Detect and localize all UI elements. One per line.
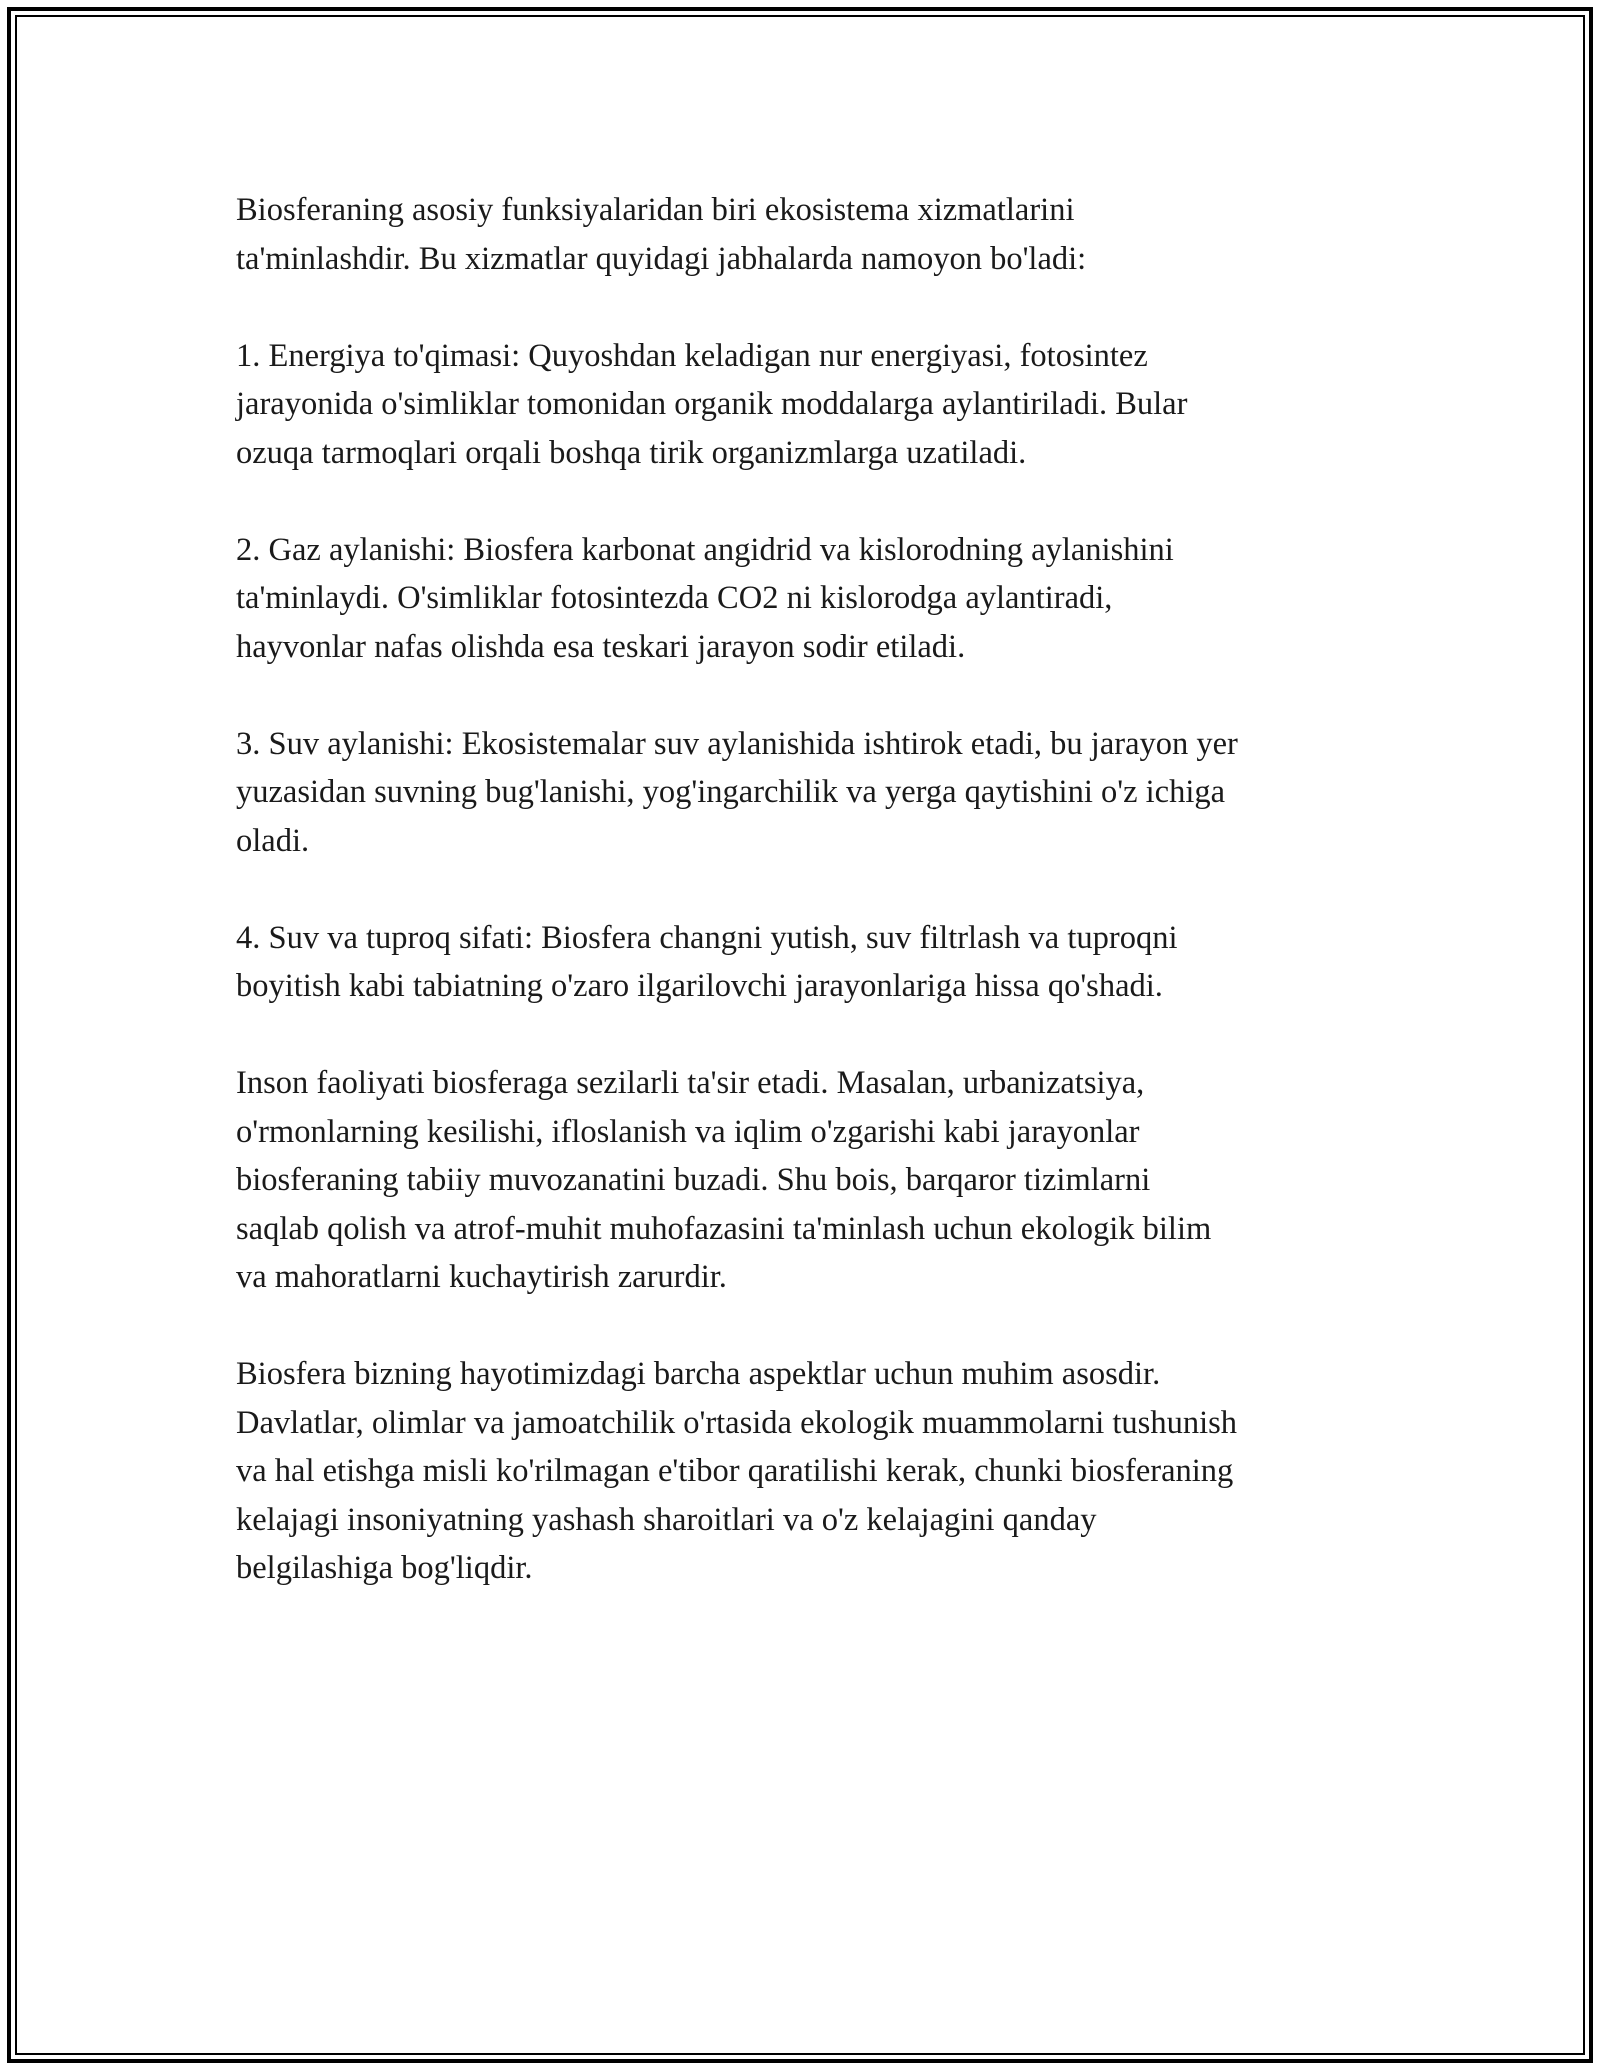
paragraph-conclusion <box>236 1350 1416 1593</box>
text-line: o'rmonlarning kesilishi, ifloslanish va iqlim o'zgarishi kabi jarayonlar <box>236 1113 1140 1150</box>
paragraph-intro <box>236 186 1416 283</box>
paragraph-human-impact <box>236 1059 1416 1302</box>
text-line: hayvonlar nafas olishda esa teskari jarayon sodir etiladi. <box>236 628 966 665</box>
text-line: yuzasidan suvning bug'lanishi, yog'ingarchilik va yerga qaytishini o'z ichiga <box>236 774 1226 810</box>
text-line: jarayonida o'simliklar tomonidan organik moddalarga aylantiriladi. Bular <box>236 386 1188 422</box>
paragraph-energy-flow <box>236 332 1416 478</box>
text-line: ozuqa tarmoqlari orqali boshqa tirik organizmlarga uzatiladi. <box>236 434 1027 471</box>
text-line: Biosfera bizning hayotimizdagi barcha aspektlar uchun muhim asosdir. <box>236 1356 1161 1392</box>
paragraph-water-cycle <box>236 720 1416 866</box>
text-line: oladi. <box>236 822 310 859</box>
text-line: 3. Suv aylanishi: Ekosistemalar suv aylanishida ishtirok etadi, bu jarayon yer <box>236 725 1238 762</box>
text-line: saqlab qolish va atrof-muhit muhofazasini ta'minlash uchun ekologik bilim <box>236 1210 1212 1247</box>
text-line: ta'minlaydi. O'simliklar fotosintezda CO2 ni kislorodga aylantiradi, <box>236 580 1113 616</box>
text-line: biosferaning tabiiy muvozanatini buzadi. Shu bois, barqaror tizimlarni <box>236 1162 1151 1198</box>
text-line: Davlatlar, olimlar va jamoatchilik o'rtasida ekologik muammolarni tushunish <box>236 1404 1237 1441</box>
text-line: kelajagi insoniyatning yashash sharoitlari va o'z kelajagini qanday <box>236 1501 1097 1538</box>
paragraph-gas-cycle <box>236 526 1416 672</box>
text-line: Inson faoliyati biosferaga sezilarli ta'sir etadi. Masalan, urbanizatsiya, <box>236 1065 1145 1101</box>
text-line: va hal etishga misli ko'rilmagan e'tibor qaratilishi kerak, chunki biosferaning <box>236 1453 1234 1489</box>
text-line: va mahoratlarni kuchaytirish zarurdir. <box>236 1259 727 1295</box>
document-body <box>236 186 1416 1641</box>
text-line: ta'minlashdir. Bu xizmatlar quyidagi jabhalarda namoyon bo'ladi: <box>236 240 1087 277</box>
text-line: Biosferaning asosiy funksiyalaridan biri ekosistema xizmatlarini <box>236 192 1075 228</box>
text-line: boyitish kabi tabiatning o'zaro ilgarilovchi jarayonlariga hissa qo'shadi. <box>236 968 1163 1004</box>
text-line: belgilashiga bog'liqdir. <box>236 1550 533 1586</box>
paragraph-water-soil-quality <box>236 914 1416 1011</box>
text-line: 4. Suv va tuproq sifati: Biosfera changni yutish, suv filtrlash va tuproqni <box>236 919 1178 956</box>
text-line: 2. Gaz aylanishi: Biosfera karbonat angidrid va kislorodning aylanishini <box>236 531 1174 568</box>
text-line: 1. Energiya to'qimasi: Quyoshdan keladigan nur energiyasi, fotosintez <box>236 337 1148 374</box>
